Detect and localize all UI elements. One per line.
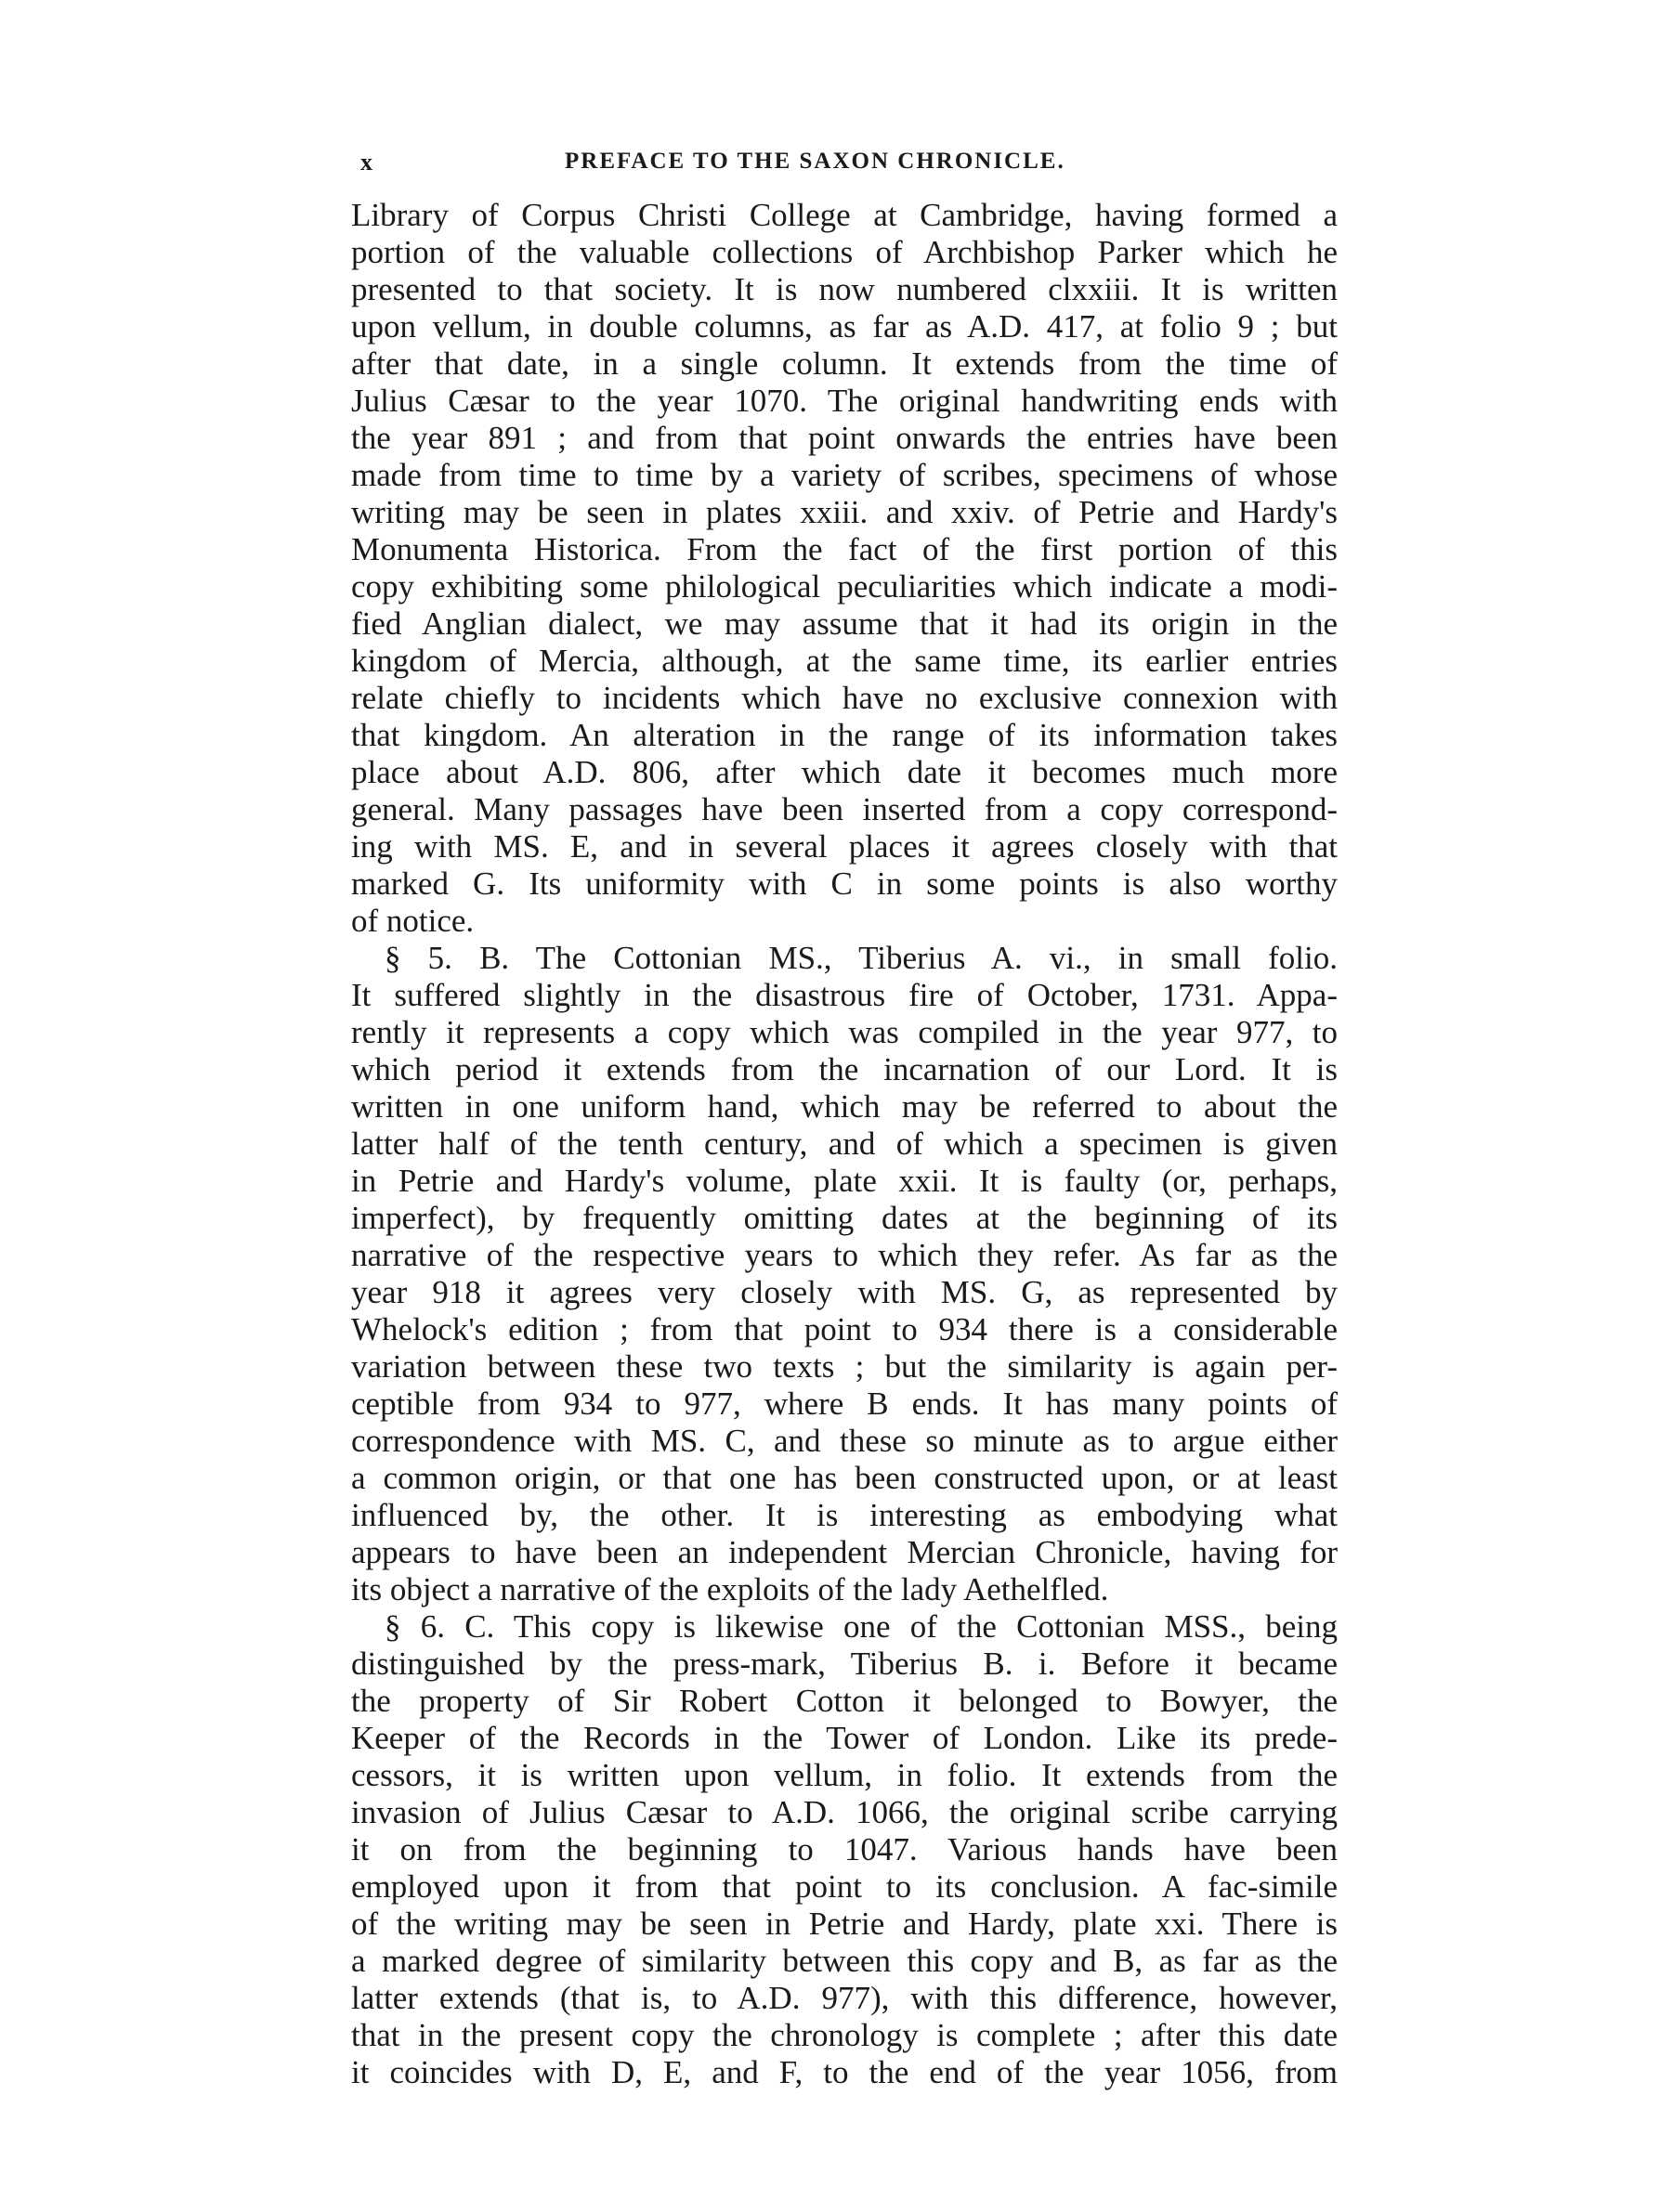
text-line: copy exhibiting some philological peculiarities which indicate a modi- (351, 568, 1338, 605)
text-line: year 918 it agrees very closely with MS. G, as represented by (351, 1274, 1338, 1310)
text-line: Monumenta Historica. From the fact of the first portion of this (351, 531, 1338, 567)
text-line: the property of Sir Robert Cotton it belonged to Bowyer, the (351, 1683, 1338, 1719)
text-line: that kingdom. An alteration in the range of its information takes (351, 717, 1338, 753)
text-line: kingdom of Mercia, although, at the same time, its earlier entries (351, 643, 1338, 679)
text-line: writing may be seen in plates xxiii. and xxiv. of Petrie and Hardy's (351, 494, 1338, 530)
text-line: cessors, it is written upon vellum, in folio. It extends from the (351, 1757, 1338, 1793)
text-line: Keeper of the Records in the Tower of London. Like its prede- (351, 1720, 1338, 1756)
text-line: It suffered slightly in the disastrous fire of October, 1731. Appa- (351, 977, 1338, 1013)
body-text (351, 197, 1338, 2091)
paragraph-end-line: its object a narrative of the exploits of the lady Aethelfled. (351, 1571, 1109, 1607)
text-line: it coincides with D, E, and F, to the end of the year 1056, from (351, 2054, 1338, 2090)
page-number: x (360, 149, 374, 176)
text-line: marked G. Its uniformity with C in some points is also worthy (351, 865, 1338, 902)
text-line: that in the present copy the chronology is complete ; after this date (351, 2017, 1338, 2053)
text-line: latter half of the tenth century, and of which a specimen is given (351, 1126, 1338, 1162)
text-line: Julius Cæsar to the year 1070. The original handwriting ends with (351, 383, 1338, 419)
text-line: the year 891 ; and from that point onwards the entries have been (351, 420, 1338, 456)
text-line: appears to have been an independent Mercian Chronicle, having for (351, 1534, 1338, 1570)
text-line: a marked degree of similarity between this copy and B, as far as the (351, 1943, 1338, 1979)
text-line: rently it represents a copy which was compiled in the year 977, to (351, 1014, 1338, 1050)
text-line: upon vellum, in double columns, as far as A.D. 417, at folio 9 ; but (351, 308, 1338, 345)
text-line: presented to that society. It is now numbered clxxiii. It is written (351, 271, 1338, 307)
text-line: correspondence with MS. C, and these so minute as to argue either (351, 1423, 1338, 1459)
text-line: distinguished by the press-mark, Tiberius B. i. Before it became (351, 1646, 1338, 1682)
text-line: Whelock's edition ; from that point to 934 there is a considerable (351, 1311, 1338, 1347)
text-line: narrative of the respective years to which they refer. As far as the (351, 1237, 1338, 1273)
text-line: invasion of Julius Cæsar to A.D. 1066, the original scribe carrying (351, 1794, 1338, 1830)
text-line: latter extends (that is, to A.D. 977), with this difference, however, (351, 1980, 1338, 2016)
text-line: Library of Corpus Christi College at Cambridge, having formed a (351, 197, 1338, 233)
paragraph-end-line: of notice. (351, 903, 475, 939)
running-head (360, 149, 1336, 186)
text-line: fied Anglian dialect, we may assume that it had its origin in the (351, 605, 1338, 642)
text-line: in Petrie and Hardy's volume, plate xxii. It is faulty (or, perhaps, (351, 1163, 1338, 1199)
text-line: made from time to time by a variety of scribes, specimens of whose (351, 457, 1338, 493)
text-line: ing with MS. E, and in several places it agrees closely with that (351, 828, 1338, 865)
text-line: it on from the beginning to 1047. Various hands have been (351, 1831, 1338, 1867)
text-line: after that date, in a single column. It extends from the time of (351, 345, 1338, 382)
text-line: employed upon it from that point to its conclusion. A fac-simile (351, 1868, 1338, 1905)
text-line: variation between these two texts ; but the similarity is again per- (351, 1348, 1338, 1385)
section-5-heading-line: § 5. B. The Cottonian MS., Tiberius A. vi., in small folio. (385, 940, 1338, 976)
text-line: written in one uniform hand, which may be referred to about the (351, 1088, 1338, 1125)
running-title: PREFACE TO THE SAXON CHRONICLE. (565, 149, 1065, 174)
text-line: portion of the valuable collections of Archbishop Parker which he (351, 234, 1338, 270)
section-6-heading-line: § 6. C. This copy is likewise one of the Cottonian MSS., being (385, 1608, 1338, 1645)
text-line: general. Many passages have been inserted from a copy correspond- (351, 791, 1338, 827)
text-line: ceptible from 934 to 977, where B ends. It has many points of (351, 1386, 1338, 1422)
text-line: place about A.D. 806, after which date it becomes much more (351, 754, 1338, 790)
text-line: imperfect), by frequently omitting dates at the beginning of its (351, 1200, 1338, 1236)
text-line: of the writing may be seen in Petrie and Hardy, plate xxi. There is (351, 1906, 1338, 1942)
text-line: which period it extends from the incarnation of our Lord. It is (351, 1051, 1338, 1087)
text-line: relate chiefly to incidents which have no exclusive connexion with (351, 680, 1338, 716)
text-line: a common origin, or that one has been constructed upon, or at least (351, 1460, 1338, 1496)
text-line: influenced by, the other. It is interesting as embodying what (351, 1497, 1338, 1533)
